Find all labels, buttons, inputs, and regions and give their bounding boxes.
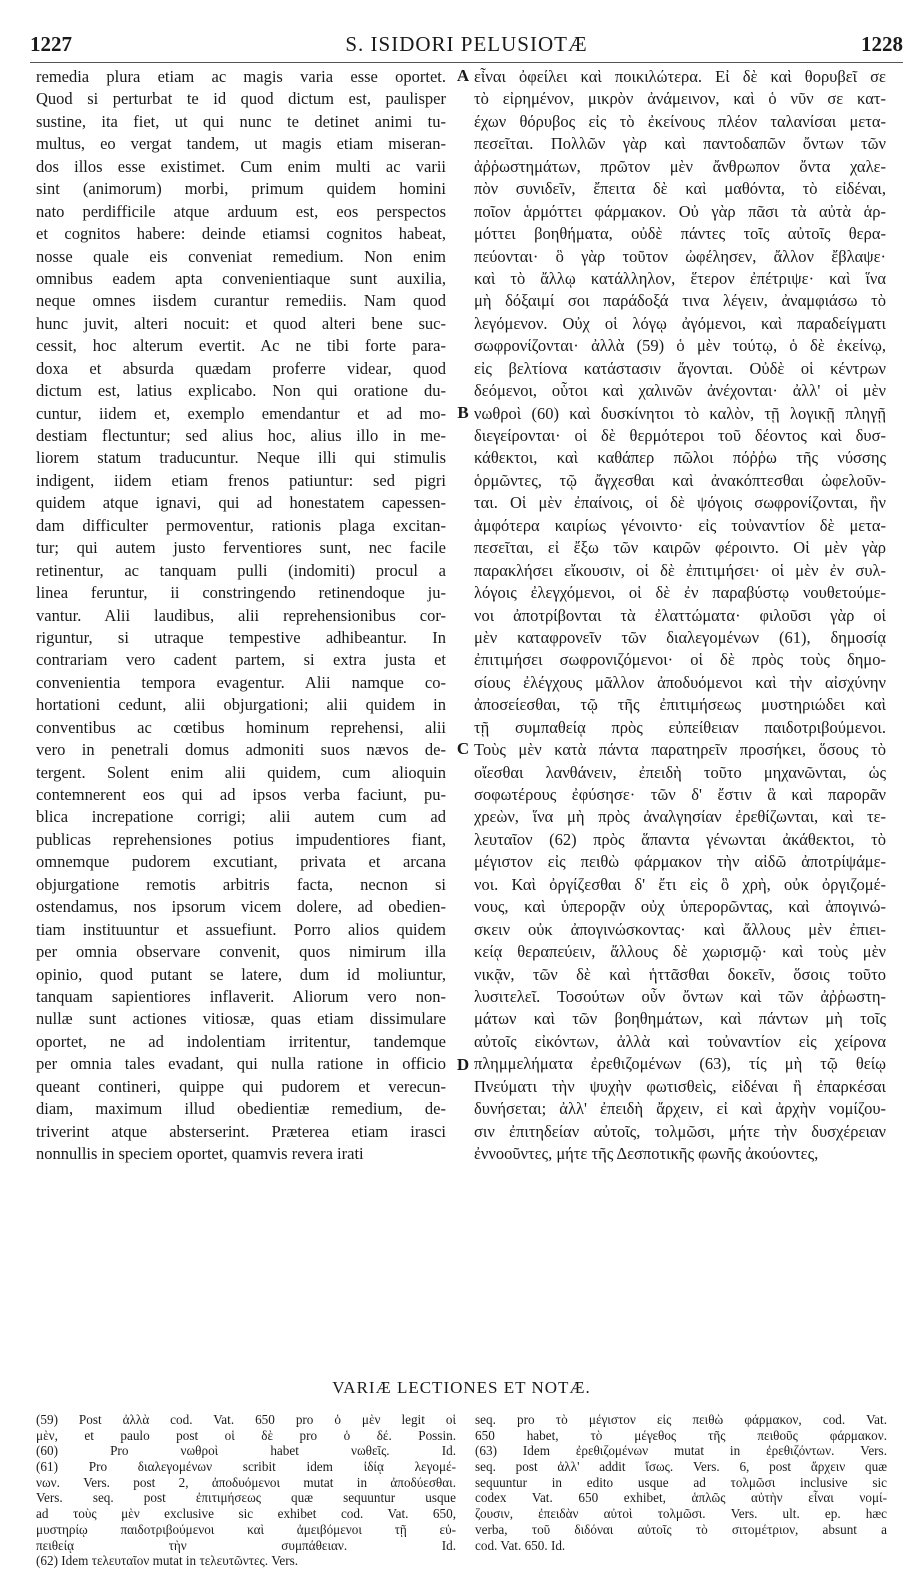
margin-marker-d: D <box>456 1055 470 1074</box>
latin-text-line: neque omnes iisdem curantur remediis. Nam quod <box>36 291 446 311</box>
header-rule <box>30 62 903 63</box>
note-line: ad τοὺς μὲν exclusive sic exhibet cod. Vat. 650, <box>36 1506 456 1522</box>
greek-text-line: σοφωτέρους ἐφύσησε· τῶν δ' ἔστιν ἃ καὶ παρορᾶν <box>474 785 886 804</box>
latin-text-line: contrariam vero cadent partem, si extra justa et <box>36 650 446 670</box>
latin-text-line: per omnia tales evadant, qui nulla ratione in officio <box>36 1054 446 1074</box>
latin-text-line: sustine, ita fiet, ut qui nunc te detinet animi tu- <box>36 111 446 131</box>
latin-text-line: opinio, quod putant se latere, dum id moliuntur, <box>36 964 446 984</box>
note-line: 650 habet, τὸ μέγεθος τῆς πειθοῦς φάρμακον. <box>475 1427 887 1443</box>
running-title: S. ISIDORI PELUSIOTÆ <box>345 32 588 56</box>
greek-text-line: σίους ἐλέγχους μᾶλλον ἀποδυόμενοι καὶ τὴν αἰσχύνην <box>474 672 886 692</box>
greek-text-line: πεσεῖται, εἰ ἔξω τῶν καιρῶν φέροιντο. Οἱ μὲν γὰρ <box>474 538 886 558</box>
note-line: πειθείᾳ τὴν συμπάθειαν. Id. <box>36 1537 456 1553</box>
latin-text-line: nato perdifficile atque arduum est, eos perspectos <box>36 201 446 221</box>
latin-text-line: sint (animorum) morbi, primum quidem homini <box>36 179 446 199</box>
note-line: Vers. seq. post ἐπιτιμήσεως quæ sequuntur usque <box>36 1490 456 1506</box>
margin-marker-c: C <box>456 739 470 758</box>
latin-text-line: cessit, hoc alterum evertit. Ac ne tibi forte para- <box>36 336 446 356</box>
page-number-left: 1227 <box>30 32 72 56</box>
greek-text-line: σκειν οὐκ ἀπογινώσκοντας· καὶ ἄλλους μὲν ἐπιει- <box>474 919 886 939</box>
greek-text-line: ἀμφότερα καιρίως γένοιντο· εἰς τοὐναντίον δὲ μετα- <box>474 515 886 535</box>
greek-text-line: μὴ δόξαιμί σοι παράδοξά τινα λέγειν, ἀναμφιάσω τὸ <box>474 291 886 311</box>
latin-text-line: multus, eo vergat tandem, ut magis etiam miseran- <box>36 134 446 154</box>
note-line: (61) Pro διαλεγομένων scribit idem ἰδίᾳ λεγομέ- <box>36 1459 456 1475</box>
latin-text-line: nonnullis in speciem oportet, quamvis revera irati <box>36 1144 364 1163</box>
latin-text-line: nullæ sunt actiones vitiosæ, quas etiam dissimulare <box>36 1009 446 1029</box>
greek-text-line: τὸ εἰρημένον, μικρὸν ἀνάμεινον, καὶ ὁ νῦν σε κατ- <box>474 89 886 109</box>
latin-text-line: omnibus eadem apta convenientiaque sunt auxilia, <box>36 268 446 288</box>
latin-text-line: ostendamus, nos ipsorum vicem dolere, ad obedien- <box>36 897 446 917</box>
greek-text-line: πεύονται· ὃ γὰρ τοῦτον ὠφέλησεν, ἄλλον ἔβλαψε· <box>474 246 886 266</box>
note-line: cod. Vat. 650. Id. <box>475 1537 566 1553</box>
greek-text-line: λευταῖον (62) πρὸς ἅπαντα γένωνται ἀκάθεκτοι, τὸ <box>474 829 886 849</box>
greek-text-line: ἐπιτιμήσει σωφρονιζόμενοι· οἱ δὲ πρὸς τοὺς δημο- <box>474 650 886 670</box>
note-line: seq. pro τὸ μέγιστον εἰς πειθὼ φάρμακον, cod. Vat. <box>475 1412 887 1427</box>
page-number-right: 1228 <box>861 32 903 56</box>
latin-text-line: remedia plura etiam ac magis varia esse oportet. <box>36 67 446 86</box>
greek-text-line: ἀποσείεσθαι, τῷ τῆς ἐπιτιμήσεως μυστηριώδει καὶ <box>474 695 886 715</box>
latin-text-line: tur; qui autem justo ferventiores sunt, nec facile <box>36 538 446 558</box>
latin-text-line: convenientia tempora evagentur. Alii namque co- <box>36 672 446 692</box>
latin-text-line: vero in penetrali domus admoniti suos nævos de- <box>36 740 446 760</box>
note-line: codex Vat. 650 exhibet, ἁπλῶς αὐτὴν εἶναι νομί- <box>475 1490 887 1506</box>
greek-text-line: κάθεκτοι, καὶ καθάπερ πῶλοι πόῤῥω τῆς νύσσης <box>474 448 886 468</box>
latin-text-line: Quod si perturbat te id quod dictum est, paulisper <box>36 89 446 109</box>
note-line: ζουσιν, ἐπειδὰν αὐτοὶ τολμῶσι. Vers. ult. ep. hæc <box>475 1506 887 1522</box>
greek-text-line: σιν ἐπιτηδείαν αὐτοῖς, τολμῶσι, μήτε τὴν δυσχέρειαν <box>474 1121 886 1141</box>
latin-text-line: quidem atque ignavi, qui ad honestatem capessen- <box>36 493 446 513</box>
greek-text-line: διεγείρονται· οἱ δὲ θερμότεροι τοῦ δέοντος καὶ δυσ- <box>474 426 886 445</box>
page-header <box>30 32 903 58</box>
note-line: (60) Pro νωθροὶ habet νωθεῖς. Id. <box>36 1443 456 1459</box>
latin-text-line: nosse quale eis conveniat remedium. Non enim <box>36 246 446 266</box>
greek-text-line: μέγιστον εἰς πειθὼ φάρμακον τὴν αἰδῶ ἀποτρίψάμε- <box>474 852 886 872</box>
note-line: νων. Vers. post 2, ἀποδυόμενοι mutat in ἀποδύεσθαι. <box>36 1474 456 1490</box>
greek-text-line: νους, καὶ ὑπερορᾷν οὐχ ὑπερορῶντας, καὶ ἀπογινώ- <box>474 897 886 917</box>
latin-text-line: publicas reprehensiones potius impudentiores fiant, <box>36 829 446 849</box>
latin-text-line: liorem statum traducuntur. Neque illi qui stimulis <box>36 448 446 468</box>
latin-text-line: per omnia observare convenit, quos nimirum illa <box>36 942 446 962</box>
note-line: (59) Post ἀλλὰ cod. Vat. 650 pro ὁ μὲν legit οἱ <box>36 1412 456 1427</box>
latin-text-line: contemnerent eos qui ad ipsos verba faciunt, pu- <box>36 785 446 804</box>
latin-text-line: hortationi cedunt, alii objurgationi; alii quidem in <box>36 695 446 715</box>
note-line: seq. post ἀλλ' addit ἴσως. Vers. 6, post ἄρχειν quæ <box>475 1459 887 1475</box>
greek-text-line: εἶναι ὀφείλει καὶ ποικιλώτερα. Εἰ δὲ καὶ θορυβεῖ σε <box>474 67 886 86</box>
greek-text-line: πεσεῖται. Πολλῶν γὰρ καὶ παντοδαπῶν ὄντων τῶν <box>474 134 886 154</box>
greek-text-line: ὁρμῶντες, τῷ ἄγχεσθαι καὶ ἀνακόπτεσθαι ὠφελοῦν- <box>474 470 886 490</box>
latin-text-line: omnemque pudorem excutiant, privata et arcana <box>36 852 446 872</box>
note-line: sequuntur in edito usque ad τολμῶσι inclusive sic <box>475 1474 887 1490</box>
latin-text-line: vantur. Alii laudibus, alii reprehensionibus cor- <box>36 605 446 625</box>
greek-text-line: δεόμενοι, οὗτοι καὶ χαλινῶν ἀνέχονται· ἀλλ' οἱ μὲν <box>474 381 886 401</box>
latin-text-line: riguntur, si utraque tempestive adhibeantur. In <box>36 627 446 647</box>
greek-text-line: Τοὺς μὲν κατὰ πάντα παρατηρεῖν προσήκει, ὅσους τὸ <box>474 740 886 760</box>
latin-text-line: et cognitos habere: deinde etiamsi cognitos habeat, <box>36 224 446 244</box>
greek-text-line: χρεὼν, ἵνα μὴ πρὸς ἀναλγησίαν ἐρεθίζωνται, καὶ τε- <box>474 807 886 827</box>
greek-text-line: νοι. Καὶ ὀργίζεσθαι δ' ἔτι εἰς ὃ χρὴ, οὐκ ὀργιζομέ- <box>474 874 886 894</box>
greek-text-line: νικᾷν, τῶν δὲ καὶ ἡττᾶσθαι δοκεῖν, ὅσοις τοῦτο <box>474 964 886 984</box>
note-line: (63) Idem ἐρεθιζομένων mutat in ἐρεθιζόντων. Vers. <box>475 1443 887 1459</box>
notes-left-column <box>36 1412 456 1569</box>
notes-heading: VARIÆ LECTIONES ET NOTÆ. <box>332 1378 591 1397</box>
latin-text-line: conventibus ac cœtibus hominum reprehensi, alii <box>36 717 446 737</box>
latin-text-line: diam, maximum illud obedientiæ remedium, de- <box>36 1099 446 1119</box>
latin-text-line: linea feruntur, ii constringendo retinendoque ju- <box>36 583 446 603</box>
greek-text-line: τῇ συμπαθείᾳ πρὸς εὐπείθειαν παιδοτριβούμενοι. <box>474 717 886 737</box>
notes-right-column <box>475 1412 887 1553</box>
note-line: verba, τοῦ διδόναι αὐτοῖς τὸ σιτομέτριον, absunt a <box>475 1521 887 1537</box>
greek-text-line: νωθροὶ (60) καὶ δυσκίνητοι τὸ καλὸν, τῇ λογικῇ πληγῇ <box>474 403 886 423</box>
greek-text-line: αὐτοῖς εἰκόντων, ἀλλὰ καὶ τοὐναντίον εἰς χείρονα <box>474 1031 886 1051</box>
latin-text-line: dam difficulter permoventur, rationis plaga excitan- <box>36 515 446 535</box>
latin-text-line: indigent, iidem etiam frenos patiuntur: sed pigri <box>36 470 446 490</box>
greek-text-line: ἀῤῥωστημάτων, πρῶτον μὲν ἄνθρωπον ὄντα χαλε- <box>474 156 886 176</box>
latin-text-line: tergent. Solent enim alii quidem, cum alioquin <box>36 762 446 782</box>
latin-text-line: tiam instituuntur et assuefiunt. Porro alios quidem <box>36 919 446 939</box>
latin-text-line: objurgatione remotis arbitris facta, necnon si <box>36 874 446 894</box>
latin-text-line: blica increpatione corrigi; alii autem cum ad <box>36 807 446 827</box>
latin-text-line: oportet, ne ad indolentiam irritentur, tandemque <box>36 1031 446 1051</box>
greek-text-line: ποῖον ἁρμόττει φάρμακον. Οὐ γὰρ πᾶσι τὰ αὐτὰ ἁρ- <box>474 201 886 221</box>
latin-text-line: triverint atque absterserint. Præterea etiam irasci <box>36 1121 446 1141</box>
greek-text-line: νοι ἀποτρίβονται τὰ ἐλαττώματα· φιλοῦσι γὰρ οἱ <box>474 605 886 625</box>
latin-text-line: retinentur, ac tanquam pulli (indomiti) procul a <box>36 560 446 580</box>
greek-text-line: έχων θόρυβος εἰς τὸ ἐκείνους πλέον ταλανίσαι μετα- <box>474 111 886 131</box>
note-line: μυστηρίῳ παιδοτριβούμενοι καὶ ἀμειβόμενοι τῇ εὐ- <box>36 1521 456 1537</box>
latin-text-line: queant contineri, quippe qui pudorem et verecun- <box>36 1076 446 1096</box>
greek-text-line: σωφρονίζονται· ἀλλὰ (59) ὁ μὲν τούτῳ, ὁ δὲ ἐκείνῳ, <box>474 336 886 356</box>
greek-text-line: μάτων καὶ τῶν βοηθημάτων, καὶ πάντων μὴ τοῖς <box>474 1009 886 1029</box>
greek-text-line: λυσιτελεῖ. Τοσούτων οὖν ὄντων καὶ τῶν ἀῤῥωστη- <box>474 986 886 1006</box>
greek-text-line: εἰς βελτίονα κατάστασιν ἄγονται. Οὐδὲ οἱ κέντρων <box>474 358 886 378</box>
margin-marker-b: B <box>457 403 469 422</box>
latin-text-line: destiam flectuntur; sed alius hoc, alius illo in me- <box>36 426 446 445</box>
greek-text-line: λόγοις ἐλεγχόμενοι, οἱ δὲ ἐν παραβύστῳ νουθετούμε- <box>474 583 886 603</box>
greek-text-line: λεγόμενον. Οὐχ οἱ λόγῳ ἀγόμενοι, καὶ παραδείγματι <box>474 313 886 333</box>
greek-text-line: ται. Οἱ μὲν ἐπαίνοις, οἱ δὲ ψόγοις σωφρονίζονται, ἢν <box>474 493 886 513</box>
latin-text-line: cuntur, iidem et, exemplo emendantur et ad mo- <box>36 403 446 423</box>
greek-text-line: ἐννοοῦντες, μήτε τῆς Δεσποτικῆς φωνῆς ἀκούοντες, <box>474 1144 819 1163</box>
greek-text-line: μὲν καταφρονεῖν τῶν διαλεγομένων (61), δημοσίᾳ <box>474 627 886 647</box>
greek-text-line: Πνεύματι τὴν ψυχὴν φωτισθεὶς, εἰδέναι ἢ ἐπαρκέσαι <box>474 1076 886 1096</box>
latin-text-line: tanquam sapientiores inflaverit. Aliorum vero non- <box>36 986 446 1006</box>
greek-text-line: κείᾳ θεραπεύειν, ἄλλους δὲ χωρισμῷ· καὶ τοὺς μὲν <box>474 942 886 962</box>
greek-text-line: παρακλήσει εἴκουσιν, οἱ δὲ ἐπιτιμήσει· οἱ μὲν ἐν συλ- <box>474 560 886 580</box>
latin-text-line: hunc juvit, alteri nocuit: et quod alteri bene suc- <box>36 313 446 333</box>
latin-text-line: dictum est, latius explicabo. Non qui oratione du- <box>36 381 446 401</box>
latin-text-line: doxa et absurda quædam proferre videar, quod <box>36 358 446 378</box>
latin-column <box>36 66 446 1165</box>
greek-text-line: δυνήσεται; ἀλλ' ἐπειδὴ ἄρχειν, εἰ καὶ ἀρχὴν νομίζου- <box>474 1099 886 1119</box>
greek-text-line: πὸν συνιδεῖν, ἔπειτα δὲ καὶ μαθόντα, τὸ εἰδέναι, <box>474 179 886 199</box>
greek-column <box>474 66 886 1165</box>
margin-marker-a: A <box>456 66 470 85</box>
greek-text-line: μόττει βοηθήματα, οὐδὲ πάντες τοῖς αὐτοῖς θερα- <box>474 224 886 244</box>
greek-text-line: οἴεσθαι λανθάνειν, ἐπειδὴ τοῦτο μηχανῶνται, ὡς <box>474 762 886 782</box>
greek-text-line: καὶ τὸ ἄλλῳ κατάλληλον, ἕτερον ἐπέτριψε· καὶ ἵνα <box>474 268 886 288</box>
note-line: μὲν, et paulo post οἱ δὲ pro ὁ δέ. Possin. <box>36 1427 456 1443</box>
greek-text-line: πλημμελήματα ἐρεθιζομένων (63), τίς μὴ τῷ θείῳ <box>474 1054 886 1074</box>
latin-text-line: dos illos esse existimet. Cum enim multi ac varii <box>36 156 446 176</box>
note-line: (62) Idem τελευταῖον mutat in τελευτῶντες. Vers. <box>36 1553 299 1569</box>
